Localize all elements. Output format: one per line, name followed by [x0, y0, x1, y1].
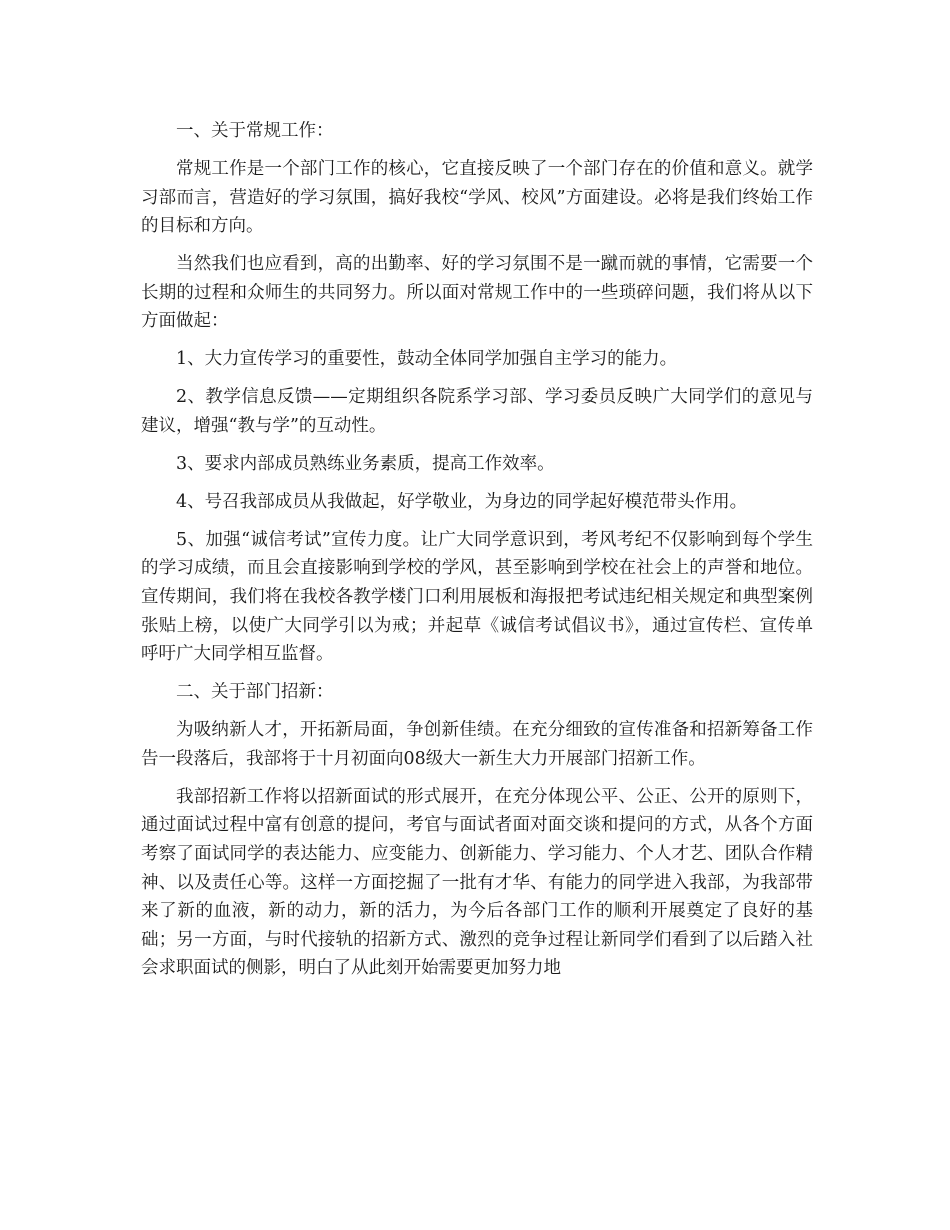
- list-item: 4、号召我部成员从我做起，好学敬业，为身边的同学起好模范带头作用。: [176, 491, 748, 512]
- paragraph: 为吸纳新人才，开拓新局面，争创新佳绩。在充分细致的宣传准备和招新筹备工作告一段落后，我部将于十月初面向08级大一新生大力开展部门招新工作。: [141, 720, 813, 769]
- section-heading-recruitment: 二、关于部门招新：: [176, 682, 334, 703]
- paragraph: 当然我们也应看到，高的出勤率、好的学习氛围不是一蹴而就的事情，它需要一个长期的过程和众师生的共同努力。所以面对常规工作中的一些琐碎问题，我们将从以下方面做起：: [141, 254, 813, 332]
- paragraph: 我部招新工作将以招新面试的形式展开，在充分体现公平、公正、公开的原则下，通过面试过程中富有创意的提问，考官与面试者面对面交谈和提问的方式，从各个方面考察了面试同学的表达能力、应变能力、创新能力、学习能力、个人才艺、团队合作精神、以及责任心等。这样一方面挖掘了一批有才华、有能力的同学进入我部，为我部带来了新的血液，新的动力，新的活力，为今后各部门工作的顺利开展奠定了良好的基础；另一方面，与时代接轨的招新方式、激烈的竞争过程让新同学们看到了以后踏入社会求职面试的侧影，明白了从此刻开始需要更加努力地: [141, 786, 813, 979]
- document-body: [141, 117, 813, 992]
- paragraph: 常规工作是一个部门工作的核心，它直接反映了一个部门存在的价值和意义。就学习部而言，营造好的学习氛围，搞好我校“学风、校风”方面建设。必将是我们终始工作的目标和方向。: [141, 158, 813, 237]
- list-item: 2、教学信息反馈——定期组织各院系学习部、学习委员反映广大同学们的意见与建议，增强“教与学”的互动性。: [141, 387, 813, 436]
- list-item: 3、要求内部成员熟练业务素质，提高工作效率。: [176, 453, 555, 474]
- list-item: 1、大力宣传学习的重要性，鼓动全体同学加强自主学习的能力。: [176, 349, 678, 370]
- section-heading-routine-work: 一、关于常规工作：: [176, 121, 334, 141]
- list-item: 5、加强“诚信考试”宣传力度。让广大同学意识到，考风考纪不仅影响到每个学生的学习成绩，而且会直接影响到学校的学风，甚至影响到学校在社会上的声誉和地位。宣传期间，我们将在我校各教学楼门口利用展板和海报把考试违纪相关规定和典型案例张贴上榜，以使广大同学引以为戒；并起草《诚信考试倡议书》，通过宣传栏、宣传单呼吁广大同学相互监督。: [141, 529, 813, 665]
